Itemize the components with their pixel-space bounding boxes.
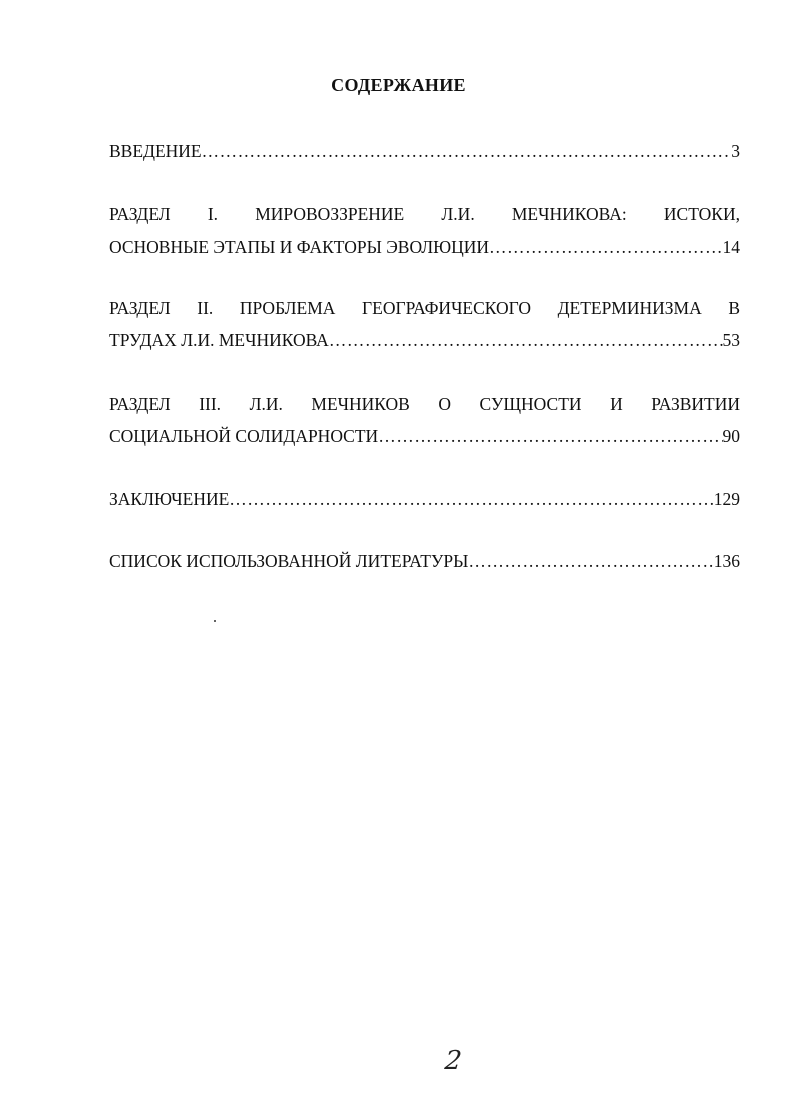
toc-entry-section-3[interactable] [109, 425, 740, 447]
toc-entry-label: ОСНОВНЫЕ ЭТАПЫ И ФАКТОРЫ ЭВОЛЮЦИИ [109, 237, 489, 257]
toc-entry-label: СОЦИАЛЬНОЙ СОЛИДАРНОСТИ [109, 426, 379, 446]
toc-entry-page: 136 [713, 551, 740, 571]
dot-leader [378, 425, 722, 447]
dot-leader [229, 488, 713, 510]
toc-entry-label: ВВЕДЕНИЕ [109, 141, 202, 161]
handwritten-page-number: 2 [443, 1046, 464, 1076]
toc-entry-bibliography[interactable] [109, 550, 740, 572]
toc-entry-section-1[interactable] [109, 236, 740, 258]
dot-leader [329, 329, 723, 351]
toc-entry-page: 3 [731, 141, 740, 161]
toc-entry-section-2-line-1[interactable]: РАЗДЕЛ II. ПРОБЛЕМА ГЕОГРАФИЧЕСКОГО ДЕТЕРМИНИЗМА В [109, 298, 740, 318]
toc-entry-page: 90 [722, 426, 740, 446]
dot-leader [468, 550, 713, 572]
toc-entry-label: СПИСОК ИСПОЛЬЗОВАННОЙ ЛИТЕРАТУРЫ [109, 551, 469, 571]
toc-entry-label: ТРУДАХ Л.И. МЕЧНИКОВА [109, 330, 329, 350]
toc-entry-page: 14 [722, 237, 740, 257]
toc-entry-section-3-line-1[interactable]: РАЗДЕЛ III. Л.И. МЕЧНИКОВ О СУЩНОСТИ И РАЗВИТИИ [109, 394, 740, 414]
toc-entry-section-2[interactable] [109, 329, 740, 351]
page-title: СОДЕРЖАНИЕ [331, 75, 466, 95]
scan-speck [214, 620, 216, 622]
toc-entry-page: 53 [722, 330, 740, 350]
toc-entry-conclusion[interactable] [109, 488, 740, 510]
toc-entry-introduction[interactable] [109, 140, 740, 162]
dot-leader [202, 140, 732, 162]
toc-entry-section-1-line-1[interactable]: РАЗДЕЛ I. МИРОВОЗЗРЕНИЕ Л.И. МЕЧНИКОВА: ИСТОКИ, [109, 204, 740, 224]
toc-entry-page: 129 [713, 489, 740, 509]
toc-entry-label: ЗАКЛЮЧЕНИЕ [109, 489, 230, 509]
dot-leader [489, 236, 723, 258]
